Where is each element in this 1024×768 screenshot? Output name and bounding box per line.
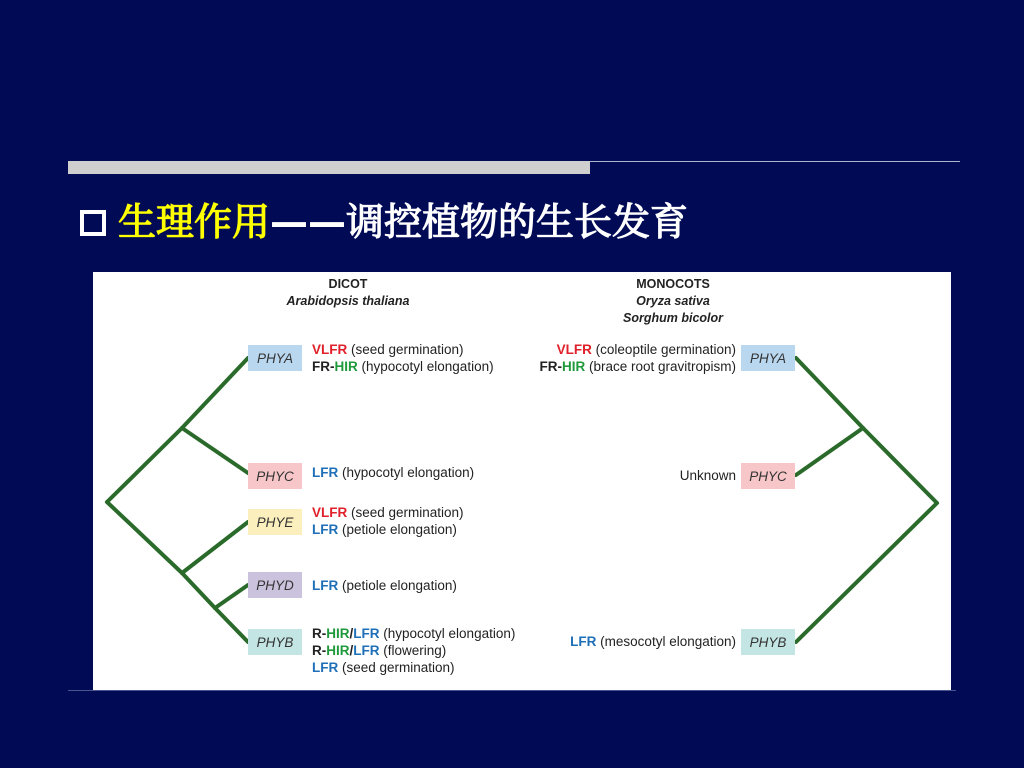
- title-rule-thick: [68, 161, 590, 174]
- annotation-segment: FR-: [312, 359, 335, 374]
- hollow-square-icon: [80, 210, 106, 236]
- annotation-segment: VLFR: [556, 342, 592, 357]
- annotation-line: [312, 521, 464, 538]
- gene-box-monocot-phyb: PHYB: [741, 629, 795, 655]
- annotation-line: [312, 464, 474, 481]
- title-dash: ——: [270, 200, 347, 244]
- monocot-branch-upper-phya: [796, 358, 863, 428]
- monocot-branch-upper-phyc: [796, 428, 863, 475]
- annotation-line: [312, 642, 515, 659]
- monocot-phyb-annotation: [570, 633, 736, 650]
- annotation-segment: (hypocotyl elongation): [379, 626, 516, 641]
- gene-box-monocot-phyc: PHYC: [741, 463, 795, 489]
- annotation-line: [312, 504, 464, 521]
- annotation-segment: LFR: [353, 643, 380, 658]
- annotation-segment: VLFR: [312, 505, 348, 520]
- monocot-species-2: Sorghum bicolor: [623, 311, 723, 325]
- annotation-segment: (brace root gravitropism): [585, 359, 736, 374]
- annotation-segment: (seed germination): [347, 342, 464, 357]
- dicot-branch-upper-phya: [182, 358, 248, 428]
- annotation-line: [312, 659, 515, 676]
- dicot-species: Arabidopsis thaliana: [286, 294, 410, 308]
- monocot-branch-root-phyb: [796, 503, 937, 642]
- dicot-branch-upper-phyc: [182, 428, 248, 473]
- dicot-phya-annotation: [312, 341, 494, 375]
- annotation-segment: R-: [312, 626, 327, 641]
- phytochrome-diagram: [93, 272, 951, 691]
- dicot-phyc-annotation: [312, 464, 474, 481]
- title-rule-thin: [590, 161, 960, 162]
- annotation-segment: LFR: [312, 660, 339, 675]
- monocot-title: MONOCOTS: [636, 277, 710, 291]
- annotation-line: [312, 577, 457, 594]
- title-rest: 调控植物的生长发育: [346, 200, 689, 244]
- annotation-segment: HIR: [334, 359, 358, 374]
- slide-title: [80, 194, 688, 250]
- dicot-branch-root-upper: [107, 428, 182, 502]
- gene-box-dicot-phyd: PHYD: [248, 572, 302, 598]
- annotation-segment: (petiole elongation): [338, 522, 457, 537]
- annotation-segment: LFR: [353, 626, 380, 641]
- annotation-segment: LFR: [570, 634, 597, 649]
- annotation-segment: VLFR: [312, 342, 348, 357]
- annotation-segment: HIR: [326, 626, 350, 641]
- gene-box-dicot-phyb: PHYB: [248, 629, 302, 655]
- annotation-segment: (seed germination): [338, 660, 455, 675]
- annotation-segment: LFR: [312, 522, 339, 537]
- annotation-segment: LFR: [312, 578, 339, 593]
- phylogeny-tree: [93, 272, 951, 691]
- annotation-line: [570, 633, 736, 650]
- dicot-phyd-annotation: [312, 577, 457, 594]
- annotation-segment: (hypocotyl elongation): [338, 465, 475, 480]
- annotation-segment: R-: [312, 643, 327, 658]
- monocot-species-1: Oryza sativa: [636, 294, 710, 308]
- annotation-line: [312, 625, 515, 642]
- dicot-phyb-annotation: [312, 625, 515, 676]
- monocot-branch-root-upper: [863, 428, 937, 503]
- annotation-segment: (flowering): [379, 643, 447, 658]
- annotation-segment: HIR: [326, 643, 350, 658]
- annotation-segment: FR-: [539, 359, 562, 374]
- dicot-branch-root-lower: [107, 502, 182, 573]
- bottom-rule: [68, 690, 956, 691]
- annotation-segment: (coleoptile germination): [591, 342, 736, 357]
- annotation-segment: /: [349, 626, 354, 641]
- annotation-segment: (seed germination): [347, 505, 464, 520]
- annotation-line: [539, 341, 736, 358]
- dicot-title: DICOT: [328, 277, 368, 291]
- dicot-header: [263, 276, 433, 310]
- annotation-segment: (hypocotyl elongation): [357, 359, 494, 374]
- monocot-phya-annotation: [539, 341, 736, 375]
- dicot-branch-mid-phyb: [215, 608, 248, 642]
- dicot-branch-lower-phye: [182, 522, 248, 573]
- gene-box-dicot-phye: PHYE: [248, 509, 302, 535]
- annotation-segment: /: [349, 643, 354, 658]
- dicot-phye-annotation: [312, 504, 464, 538]
- annotation-line: [539, 358, 736, 375]
- annotation-segment: Unknown: [679, 468, 736, 483]
- monocot-phyc-annotation: [680, 467, 736, 484]
- annotation-line: [680, 467, 736, 484]
- annotation-line: [312, 358, 494, 375]
- dicot-branch-mid-phyd: [215, 585, 248, 608]
- annotation-segment: LFR: [312, 465, 339, 480]
- gene-box-dicot-phya: PHYA: [248, 345, 302, 371]
- annotation-segment: HIR: [561, 359, 586, 374]
- gene-box-dicot-phyc: PHYC: [248, 463, 302, 489]
- dicot-branch-lower-mid: [182, 573, 215, 608]
- monocot-header: [593, 276, 753, 327]
- annotation-segment: (petiole elongation): [338, 578, 457, 593]
- title-highlight: 生理作用: [118, 200, 271, 244]
- annotation-line: [312, 341, 494, 358]
- annotation-segment: (mesocotyl elongation): [596, 634, 736, 649]
- gene-box-monocot-phya: PHYA: [741, 345, 795, 371]
